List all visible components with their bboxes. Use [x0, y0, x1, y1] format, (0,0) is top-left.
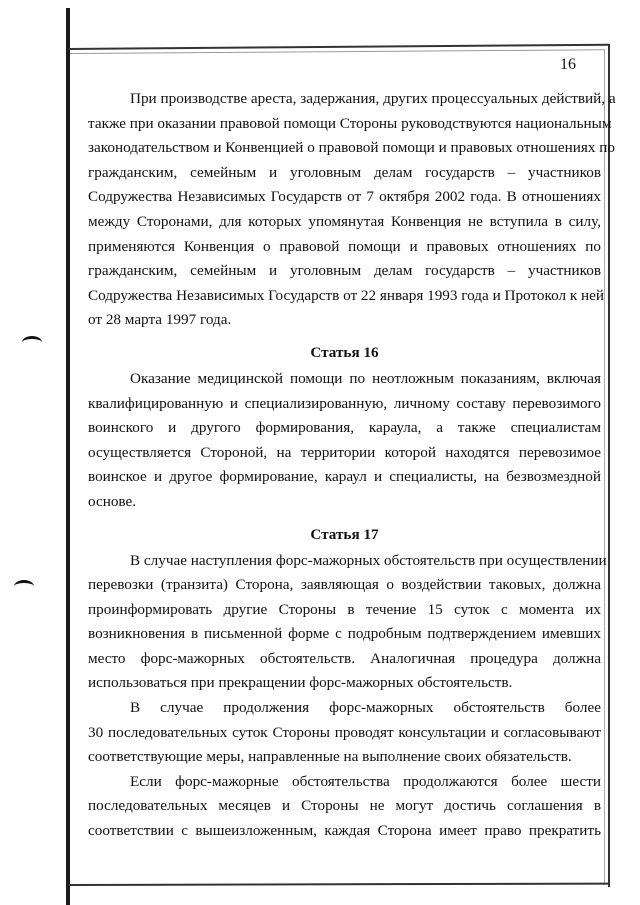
text-line: воинского и другого формирования, караула, а также специалистам	[88, 419, 601, 437]
text-line: соответствии с вышеизложенным, каждая Сторона имеет право прекратить	[88, 822, 601, 840]
text-line: Содружества Независимых Государств от 7 октября 2002 года. В отношениях	[88, 188, 601, 206]
paragraph	[88, 770, 601, 844]
text-line: последовательных месяцев и Стороны не могут достичь соглашения в	[88, 797, 601, 815]
binding-spine	[66, 8, 70, 905]
page-number: 16	[560, 56, 576, 73]
text-line: использоваться при прекращении форс-мажорных обстоятельств.	[88, 674, 513, 692]
text-line: квалифицированную и специализированную, личному составу перевозимого	[88, 394, 601, 412]
page-frame-bottom	[68, 883, 610, 886]
text-line: Содружества Независимых Государств от 22 января 1993 года и Протокол к ней	[88, 286, 605, 304]
text-line: возникновения в письменной форме с подробным подтверждением имевших	[88, 625, 601, 643]
paragraph	[88, 696, 601, 770]
text-line: воинское и другое формирование, караул и специалисты, на безвозмездной	[88, 468, 601, 486]
page-frame-right-inner	[604, 50, 605, 885]
text-line: законодательством и Конвенцией о правовой помощи и правовых отношениях по	[88, 139, 615, 157]
text-line: соответствующие меры, направленные на выполнение своих обязательств.	[88, 748, 572, 766]
paragraph	[88, 549, 607, 697]
text-line: также при оказании правовой помощи Стороны руководствуются национальным	[88, 114, 612, 132]
text-line: Если форс-мажорные обстоятельства продолжаются более шести	[130, 772, 601, 790]
text-line: основе.	[88, 492, 137, 510]
article-heading: Статья 16	[310, 343, 379, 361]
text-line: 30 последовательных суток Стороны проводят консультации и согласовывают	[88, 723, 601, 741]
text-line: от 28 марта 1997 года.	[88, 311, 232, 329]
text-line: перевозки (транзита) Сторона, заявляющая о воздействии таковых, должна	[88, 576, 601, 594]
page-frame-right	[608, 44, 610, 887]
text-line: осуществляется Стороной, на территории которой находятся перевозимое	[88, 443, 601, 461]
binding-hole-mark-2	[14, 580, 34, 593]
text-line: между Сторонами, для которых упомянутая Конвенция не вступила в силу,	[88, 212, 601, 230]
text-line: гражданским, семейным и уголовным делам государств – участников	[88, 163, 601, 181]
page-frame-top-inner	[70, 49, 605, 54]
text-line: место форс-мажорных обстоятельств. Аналогичная процедура должна	[88, 649, 601, 667]
binding-hole-mark-1	[22, 336, 42, 349]
text-line: В случае наступления форс-мажорных обстоятельств при осуществлении	[130, 551, 607, 569]
paragraph	[88, 87, 616, 333]
text-line: проинформировать другие Стороны в течение 15 суток с момента их	[88, 600, 601, 618]
text-line: применяются Конвенция о правовой помощи и правовых отношениях по	[88, 237, 601, 255]
paragraph	[88, 367, 601, 515]
article-heading: Статья 17	[310, 525, 379, 543]
text-line: Оказание медицинской помощи по неотложным показаниям, включая	[130, 369, 601, 387]
text-line: В случае продолжения форс-мажорных обстоятельств более	[130, 699, 601, 717]
text-line: При производстве ареста, задержания, других процессуальных действий, а	[130, 90, 616, 107]
text-line: гражданским, семейным и уголовным делам государств – участников	[88, 262, 601, 280]
document-body	[88, 87, 616, 844]
